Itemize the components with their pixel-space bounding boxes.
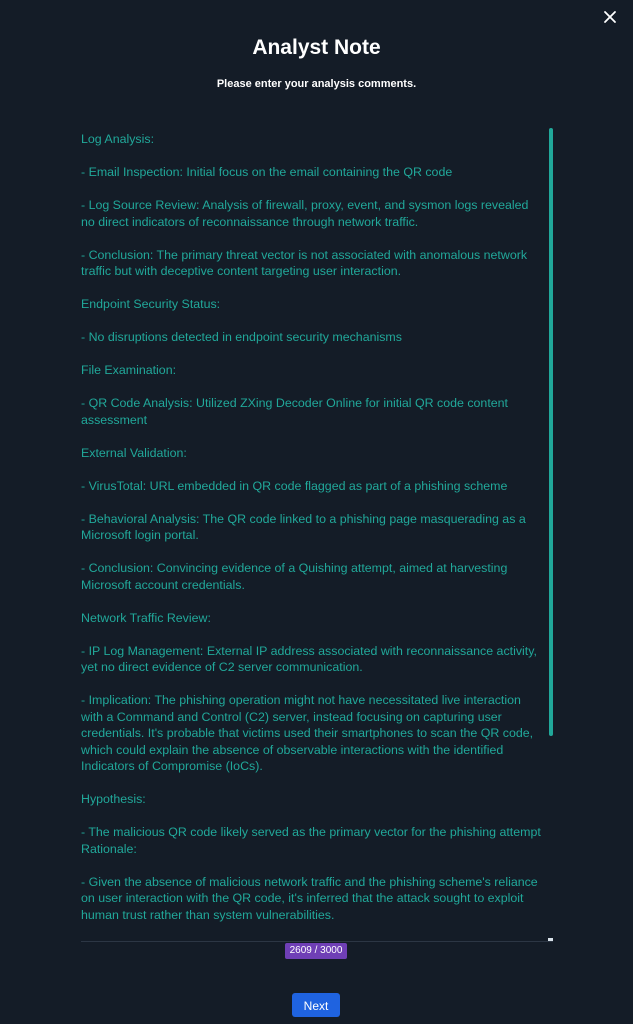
paragraph: - Conclusion: Convincing evidence of a Quishing attempt, aimed at harvesting Microsoft account credentials. bbox=[81, 561, 511, 592]
paragraph: Endpoint Security Status: bbox=[81, 297, 221, 311]
next-button[interactable]: Next bbox=[292, 993, 340, 1017]
textarea-divider bbox=[81, 941, 553, 942]
paragraph: File Examination: bbox=[81, 363, 177, 377]
paragraph: External Validation: bbox=[81, 445, 187, 460]
paragraph: - No disruptions detected in endpoint security mechanisms bbox=[81, 330, 402, 344]
paragraph: - QR Code Analysis: Utilized ZXing Decoder Online for initial QR code content assessment bbox=[81, 396, 512, 427]
analysis-comments-textarea[interactable] bbox=[81, 126, 553, 938]
modal-subtitle: Please enter your analysis comments. bbox=[216, 78, 417, 90]
textarea-content[interactable] bbox=[81, 126, 553, 923]
textarea-scrollbar-thumb[interactable] bbox=[549, 128, 553, 736]
close-button[interactable] bbox=[599, 6, 621, 28]
paragraph: - Given the absence of malicious network traffic and the phishing scheme's reliance on user interaction with the QR code, it's inferred that the attack sought to exploit human trust rather than system vulnerabilities. bbox=[81, 874, 542, 922]
paragraph: - Email Inspection: Initial focus on the email containing the QR code bbox=[81, 165, 453, 179]
paragraph: - VirusTotal: URL embedded in QR code flagged as part of a phishing scheme bbox=[81, 478, 508, 493]
modal-title: Analyst Note bbox=[252, 36, 381, 59]
paragraph: - The malicious QR code likely served as the primary vector for the phishing attempt Rationale: bbox=[81, 825, 545, 856]
paragraph: - IP Log Management: External IP address associated with reconnaissance activity, yet no direct evidence of C2 server communication. bbox=[81, 643, 541, 674]
paragraph: Hypothesis: bbox=[81, 792, 146, 806]
paragraph: Log Analysis: bbox=[81, 132, 155, 146]
paragraph: Network Traffic Review: bbox=[81, 610, 211, 625]
paragraph: - Behavioral Analysis: The QR code linked to a phishing page masquerading as a Microsoft login portal. bbox=[81, 511, 530, 542]
close-icon bbox=[599, 6, 621, 28]
paragraph: - Log Source Review: Analysis of firewall, proxy, event, and sysmon logs revealed no direct indicators of reconnaissance through network traffic. bbox=[81, 198, 532, 229]
paragraph: - Implication: The phishing operation might not have necessitated live interaction with a Command and Control (C2) server, instead focusing on capturing user credentials. It's probable that victims used their smartphones to scan the QR code, which could explain the absence of observable interactions with the identified Indicators of Compromise (IoCs). bbox=[81, 693, 537, 773]
character-counter-badge: 2609 / 3000 bbox=[285, 943, 347, 959]
paragraph: - Conclusion: The primary threat vector is not associated with anomalous network traffic but with deceptive content targeting user interaction. bbox=[81, 247, 531, 278]
